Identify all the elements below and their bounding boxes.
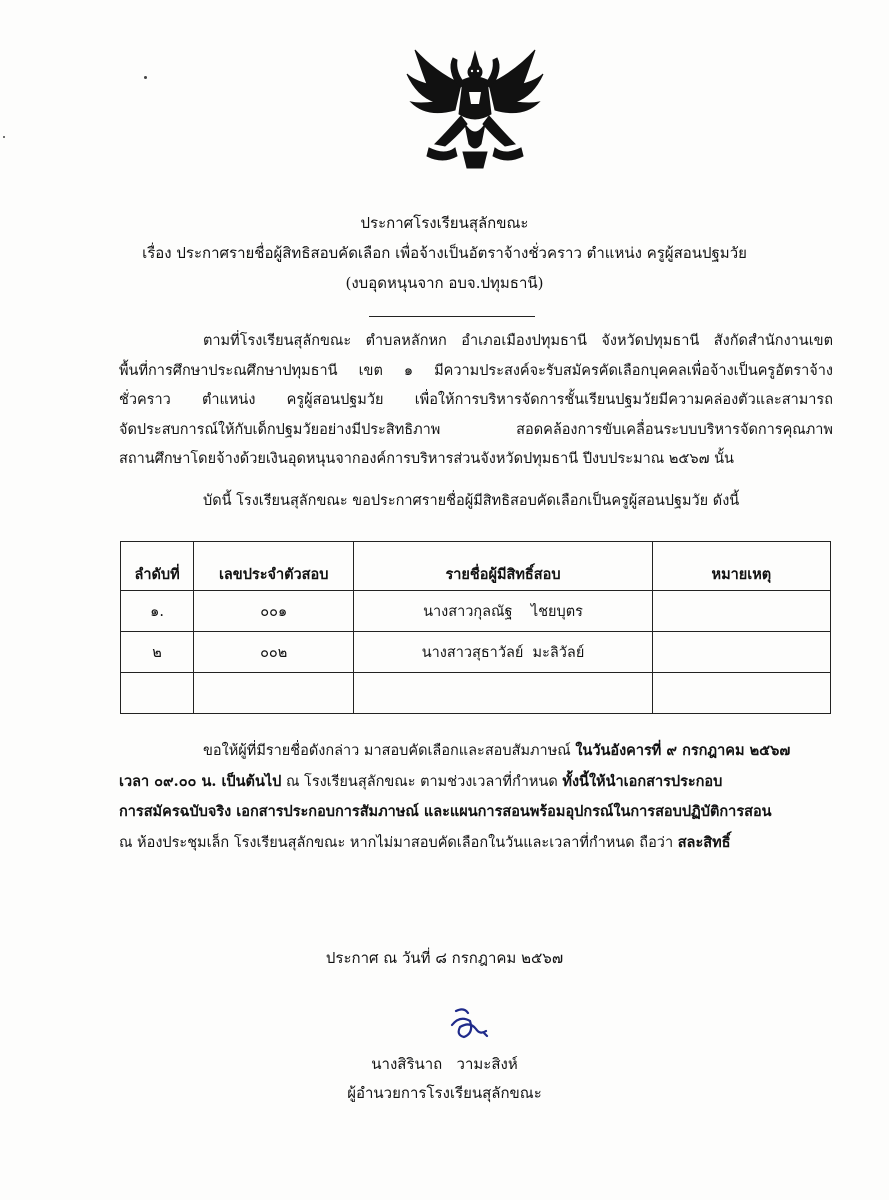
header-remark: หมายเหตุ bbox=[652, 542, 830, 591]
announcement-date: ประกาศ ณ วันที่ ๘ กรกฎาคม ๒๕๖๗ bbox=[325, 949, 564, 967]
table-row bbox=[121, 673, 831, 714]
intro-line: สถานศึกษาโดยจ้างด้วยเงินอุดหนุนจากองค์การบริหารส่วนจังหวัดปทุมธานี ปีงบประมาณ ๒๕๖๗ นั้น bbox=[119, 451, 734, 467]
instruction-line bbox=[119, 767, 833, 798]
cell-exam-id: ๐๐๑ bbox=[194, 591, 354, 632]
instruction-text: ณ ห้องประชุมเล็ก โรงเรียนสุลักขณะ หากไม่มาสอบคัดเลือกในวันและเวลาที่กำหนด ถือว่า bbox=[119, 834, 678, 851]
intro-line: พื้นที่การศึกษาประณศึกษาปทุมธานี เขต ๑ มีความประสงค์จะรับสมัครคัดเลือกบุคคลเพื่อจ้างเป็นครูอัตราจ้าง bbox=[119, 362, 833, 379]
cell-candidate-name bbox=[354, 673, 652, 714]
announcement-paragraph bbox=[119, 487, 833, 517]
table-header-row bbox=[121, 542, 831, 591]
instruction-text: ขอให้ผู้ที่มีรายชื่อดังกล่าว มาสอบคัดเลือกและสอบสัมภาษณ์ bbox=[203, 743, 576, 759]
exam-date: ในวันอังคารที่ ๙ กรกฎาคม ๒๕๖๗ bbox=[575, 742, 791, 759]
signer-name: นางสิรินาถ วามะสิงห์ bbox=[371, 1055, 518, 1073]
instruction-emphasis: ทั้งนี้ให้นำเอกสารประกอบ bbox=[562, 772, 723, 790]
required-documents: การสมัครฉบับจริง เอกสารประกอบการสัมภาษณ์ และแผนการสอนพร้อมอุปกรณ์ในการสอบปฏิบัติการสอน bbox=[119, 803, 772, 820]
budget-note: (งบอุดหนุนจาก อบจ.ปทุมธานี) bbox=[345, 274, 544, 292]
cell-remark bbox=[652, 632, 830, 673]
scan-speck bbox=[144, 76, 147, 79]
announcement-line: บัดนี้ โรงเรียนสุลักขณะ ขอประกาศรายชื่อผู้มีสิทธิสอบคัดเลือกเป็นครูผู้สอนปฐมวัย ดังนี้ bbox=[203, 493, 740, 509]
cell-order bbox=[121, 673, 194, 714]
header-order: ลำดับที่ bbox=[121, 542, 194, 591]
intro-paragraph bbox=[119, 327, 833, 475]
cell-order: ๑. bbox=[121, 591, 194, 632]
instruction-text: ณ โรงเรียนสุลักขณะ ตามช่วงเวลาที่กำหนด bbox=[281, 773, 563, 790]
header-candidate-name: รายชื่อผู้มีสิทธิ์สอบ bbox=[354, 542, 652, 591]
intro-line: ชั่วคราว ตำแหน่ง ครูผู้สอนปฐมวัย เพื่อให้การบริหารจัดการชั้นเรียนปฐมวัยมีความคล่องตัวและสามารถ bbox=[119, 392, 833, 408]
candidate-table bbox=[120, 541, 831, 714]
cell-exam-id: ๐๐๒ bbox=[194, 632, 354, 673]
signer-title: ผู้อำนวยการโรงเรียนสุลักขณะ bbox=[347, 1084, 542, 1102]
heading-divider bbox=[369, 316, 535, 317]
forfeit-notice: สละสิทธิ์ bbox=[677, 833, 731, 851]
cell-candidate-name: นางสาวสุธาวัลย์ มะลิวัลย์ bbox=[354, 632, 652, 673]
signature-icon bbox=[446, 1003, 496, 1043]
cell-order: ๒ bbox=[121, 632, 194, 673]
cell-exam-id bbox=[194, 673, 354, 714]
announcement-title: ประกาศโรงเรียนสุลักขณะ bbox=[360, 214, 529, 232]
cell-candidate-name: นางสาวกุลณัฐ ไชยบุตร bbox=[354, 591, 652, 632]
garuda-emblem-icon bbox=[405, 44, 545, 174]
announcement-subject: เรื่อง ประกาศรายชื่อผู้สิทธิสอบคัดเลือก เพื่อจ้างเป็นอัตราจ้างชั่วคราว ตำแหน่ง ครูผู้สอนปฐมวัย bbox=[142, 244, 747, 262]
intro-line: ตามที่โรงเรียนสุลักขณะ ตำบลหลักหก อำเภอเมืองปทุมธานี จังหวัดปทุมธานี สังกัดสำนักงานเขต bbox=[203, 333, 833, 349]
cell-remark bbox=[652, 591, 830, 632]
table-row bbox=[121, 591, 831, 632]
cell-remark bbox=[652, 673, 830, 714]
instruction-line bbox=[119, 797, 833, 828]
intro-line: จัดประสบการณ์ให้กับเด็กปฐมวัยอย่างมีประสิทธิภาพ สอดคล้องการขับเคลื่อนระบบบริหารจัดการคุณภาพ bbox=[119, 421, 833, 438]
instruction-paragraph bbox=[119, 736, 833, 858]
instruction-line bbox=[119, 828, 833, 859]
table-row bbox=[121, 632, 831, 673]
exam-time: เวลา ๐๙.๐๐ น. เป็นต้นไป bbox=[119, 772, 282, 790]
header-exam-id: เลขประจำตัวสอบ bbox=[194, 542, 354, 591]
scan-speck bbox=[3, 136, 5, 138]
instruction-line bbox=[119, 736, 833, 767]
